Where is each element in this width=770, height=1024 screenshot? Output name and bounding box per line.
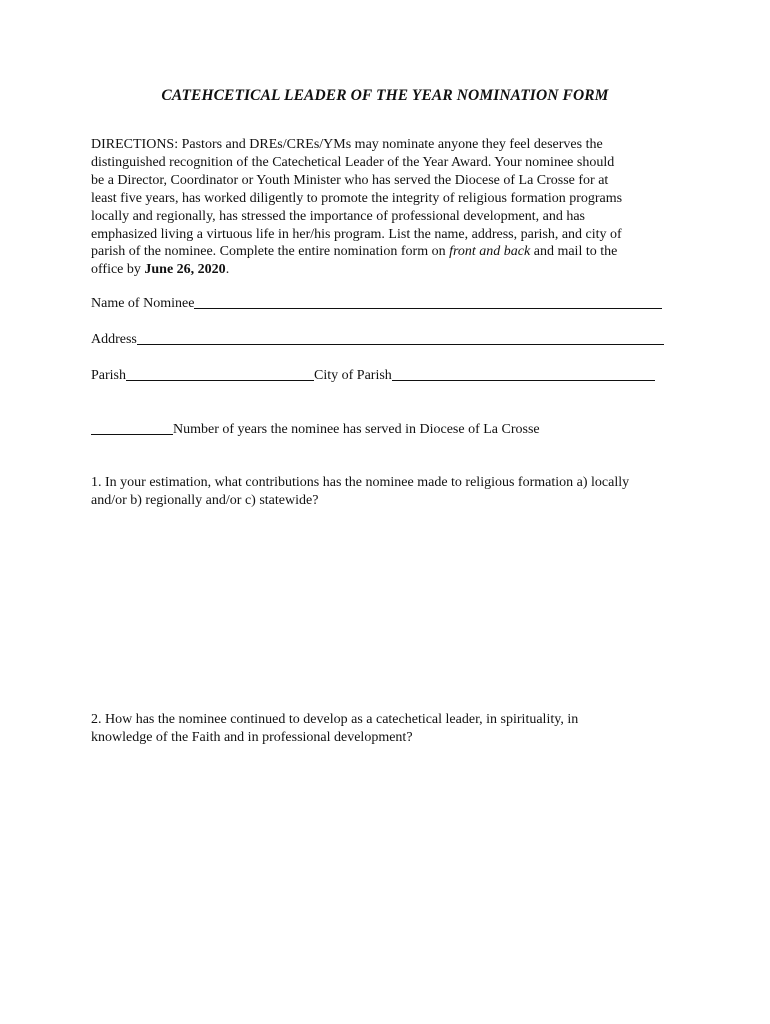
directions-text: . <box>225 262 230 278</box>
form-title: CATEHCETICAL LEADER OF THE YEAR NOMINATION FORM <box>161 87 609 104</box>
directions-line: DIRECTIONS: Pastors and DREs/CREs/YMs may nominate anyone they feel deserves the <box>91 137 603 152</box>
question-1-text: and/or b) regionally and/or c) statewide? <box>91 493 319 508</box>
front-and-back-emphasis: front and back <box>449 244 531 260</box>
parish-label: Parish <box>91 368 126 383</box>
nominee-name-field[interactable] <box>194 295 662 309</box>
address-label: Address <box>91 332 137 347</box>
years-served-label: Number of years the nominee has served in Diocese of La Crosse <box>173 422 540 437</box>
years-served-field[interactable] <box>91 421 173 435</box>
directions-text: office by <box>91 262 145 278</box>
parish-row <box>91 367 655 384</box>
directions-line: locally and regionally, has stressed the importance of professional development, and has <box>91 208 585 224</box>
directions-text: and mail to the <box>530 244 618 260</box>
city-of-parish-field[interactable] <box>392 367 655 381</box>
question-1-text: 1. In your estimation, what contributions has the nominee made to religious formation a) locally <box>91 475 630 490</box>
question-2-text: 2. How has the nominee continued to develop as a catechetical leader, in spirituality, in <box>91 712 579 727</box>
directions-line <box>91 243 676 261</box>
nominee-name-label: Name of Nominee <box>91 296 195 311</box>
directions-line: distinguished recognition of the Catechetical Leader of the Year Award. Your nominee should <box>91 154 615 170</box>
directions-line <box>91 261 676 279</box>
question-1 <box>91 474 681 510</box>
question-2-text: knowledge of the Faith and in professional development? <box>91 730 413 745</box>
address-row <box>91 331 664 348</box>
city-of-parish-label: City of Parish <box>314 368 392 383</box>
years-served-row <box>91 421 540 438</box>
question-2 <box>91 711 681 747</box>
address-field[interactable] <box>137 331 664 345</box>
parish-field[interactable] <box>126 367 314 381</box>
directions-paragraph <box>91 136 676 279</box>
nominee-name-row <box>91 295 662 312</box>
directions-line: be a Director, Coordinator or Youth Minister who has served the Diocese of La Crosse for at <box>91 172 609 188</box>
directions-line: emphasized living a virtuous life in her/his program. List the name, address, parish, and city of <box>91 226 622 242</box>
directions-line: least five years, has worked diligently to promote the integrity of religious formation programs <box>91 190 623 206</box>
directions-text: parish of the nominee. Complete the entire nomination form on <box>91 244 450 260</box>
deadline-date: June 26, 2020 <box>144 262 226 278</box>
